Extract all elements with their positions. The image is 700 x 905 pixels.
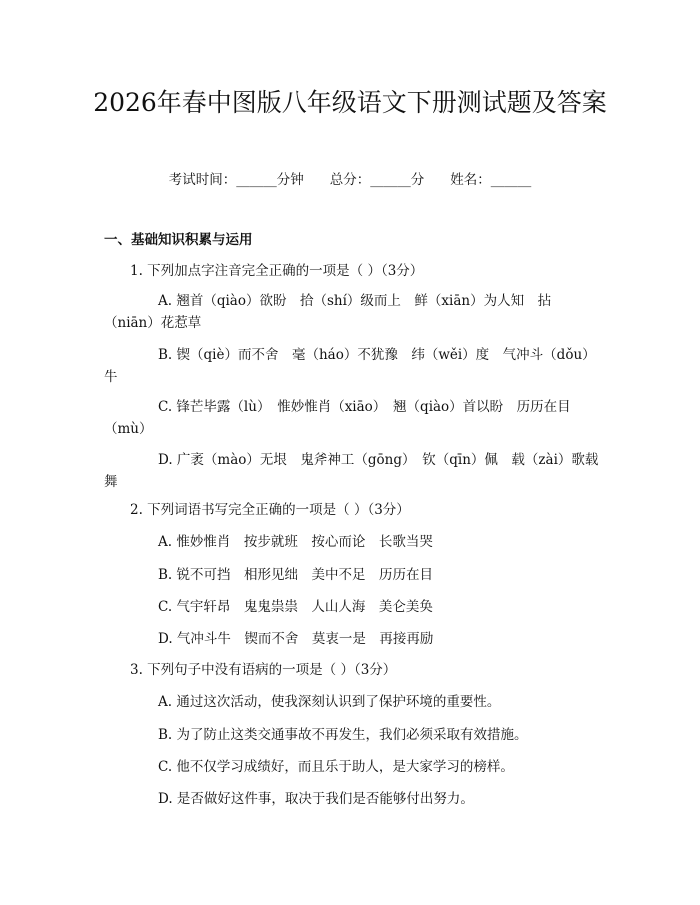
question-stem: 3. 下列句子中没有语病的一项是（ ）（3分） [130, 662, 397, 678]
question-option: A. 通过这次活动，使我深刻认识到了保护环境的重要性。 [158, 694, 501, 710]
question-option: A. 惟妙惟肖 按步就班 按心而论 长歌当哭 [158, 534, 433, 550]
student-name-label: 姓名：______ [450, 172, 532, 188]
exam-time-label: 考试时间：______分钟 [168, 172, 304, 188]
question-option: B. 锲（qiè）而不舍 毫（háo）不犹豫 纬（wěi）度 气冲斗（dǒu）牛 [104, 347, 596, 385]
total-score-label: 总分：______分 [329, 172, 425, 188]
question-option: A. 翘首（qiào）欲盼 拾（shí）级而上 鲜（xiān）为人知 拈（niān）花惹草 [104, 293, 552, 331]
question-option: B. 锐不可挡 相形见绌 美中不足 历历在目 [158, 567, 434, 583]
page-title: 2026年春中图版八年级语文下册测试题及答案 [93, 88, 607, 117]
question-option: D. 广袤（mào）无垠 鬼斧神工（gōng） 钦（qīn）佩 载（zài）歌载舞 [104, 452, 599, 490]
question-option: B. 为了防止这类交通事故不再发生，我们必须采取有效措施。 [158, 727, 528, 743]
question-stem: 2. 下列词语书写完全正确的一项是（ ）（3分） [130, 502, 410, 518]
question-option: C. 锋芒毕露（lù） 惟妙惟肖（xiāo） 翘（qiào）首以盼 历历在目（mù） [104, 399, 571, 437]
question-option: D. 气冲斗牛 锲而不舍 莫衷一是 再接再励 [158, 631, 434, 647]
question-option: C. 气宇轩昂 鬼鬼祟祟 人山人海 美仑美奂 [158, 599, 433, 615]
question-option: C. 他不仅学习成绩好，而且乐于助人，是大家学习的榜样。 [158, 759, 514, 775]
exam-meta [0, 170, 700, 190]
question-option: D. 是否做好这件事，取决于我们是否能够付出努力。 [158, 791, 474, 807]
section-heading: 一、基础知识积累与运用 [104, 232, 253, 248]
question-stem: 1. 下列加点字注音完全正确的一项是（ ）（3分） [130, 263, 424, 279]
